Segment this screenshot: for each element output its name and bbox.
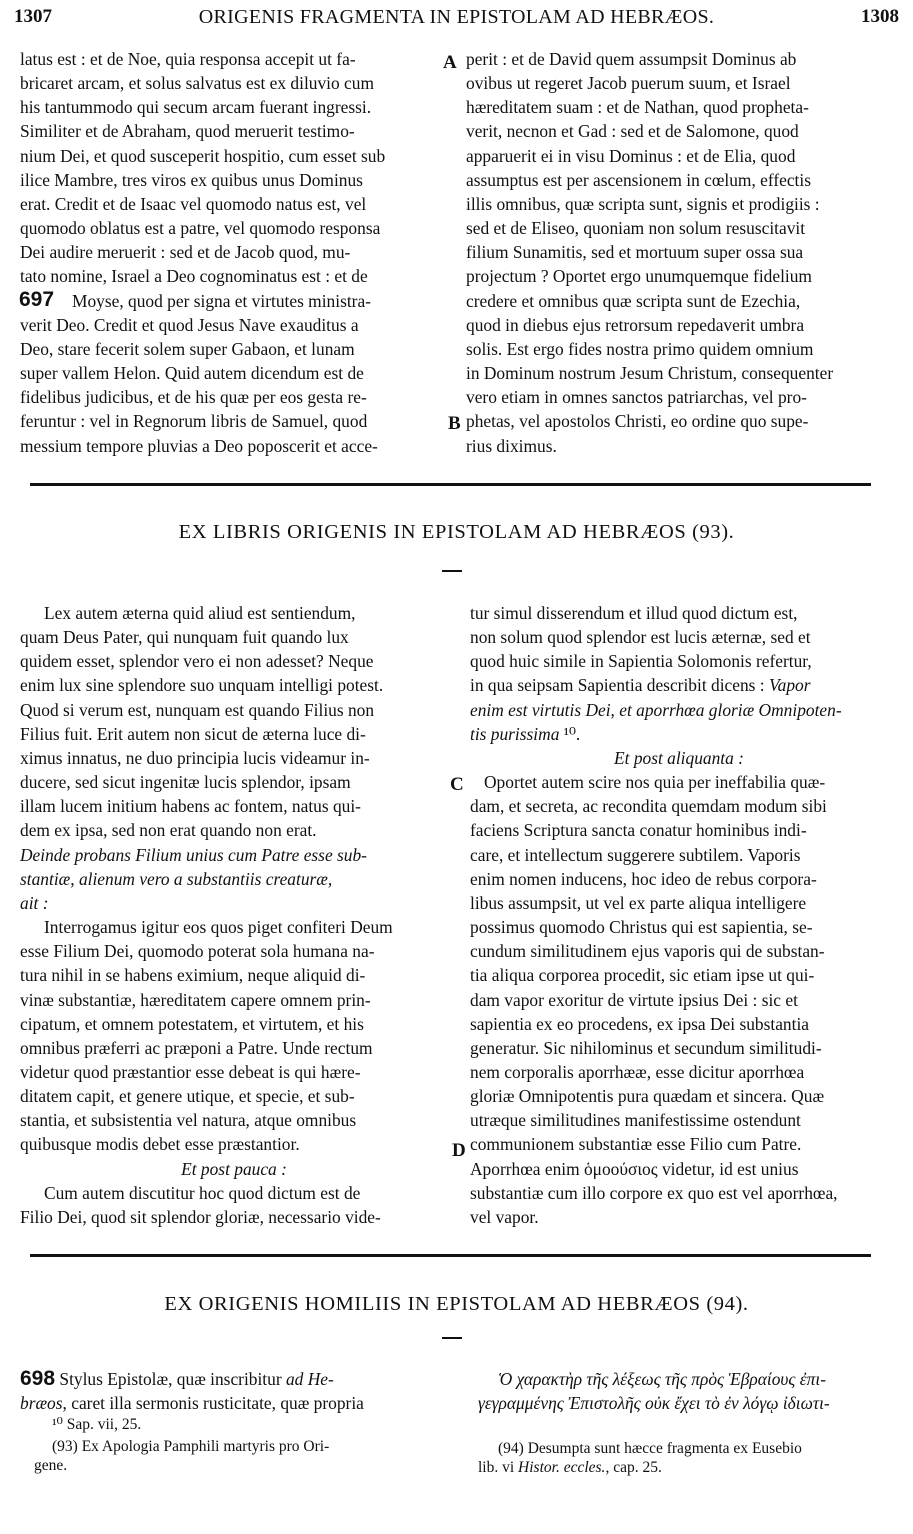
text-line: nem corporalis aporrhææ, esse dicitur aporrhœa — [470, 1061, 805, 1082]
text-line: esse Filium Dei, quomodo poterat sola humana na- — [20, 941, 375, 962]
part1-right-column — [466, 47, 884, 458]
text-line: Moyse, quod per signa et virtutes ministra- — [72, 290, 371, 311]
text-line: projectum ? Oportet ergo unumquemque fidelium — [466, 266, 812, 287]
text-line: hæreditatem suam : et de Nathan, quod propheta- — [466, 97, 809, 118]
section3-right-column — [478, 1367, 894, 1477]
text-line: faciens Scriptura sancta conatur hominibus indi- — [470, 820, 807, 841]
text-line: omnibus præferri ac præponi a Patre. Unde rectum — [20, 1037, 373, 1058]
heading-dash — [442, 570, 462, 572]
section-heading: EX ORIGENIS HOMILIIS IN EPISTOLAM AD HEBRÆOS (94). — [164, 1293, 749, 1315]
text-line: quod huic simile in Sapientia Solomonis refertur, — [470, 651, 812, 672]
text-line: dem ex ipsa, sed non erat quando non erat. — [20, 820, 317, 841]
text-line: assumptus est per ascensionem in cœlum, effectis — [466, 169, 811, 190]
text-line: care, et intellectum suggerere subtilem. Vaporis — [470, 844, 801, 865]
italic-line: ait : — [20, 892, 49, 913]
text-line: ovibus ut regeret Jacob puerum suum, et Israel — [466, 73, 791, 94]
footnote-ref: ¹⁰. — [559, 723, 581, 744]
footnote: ¹⁰ Sap. vii, 25. — [52, 1416, 142, 1434]
text-line: Dei audire meruerit : sed et de Jacob quod, mu- — [20, 242, 351, 263]
greek-line: Ὁ χαρακτὴρ τῆς λέξεως τῆς πρὸς Ἑβραίους ἐπι- — [498, 1369, 826, 1389]
text-line: non solum quod splendor est lucis æternæ, sed et — [470, 627, 811, 648]
text-line: tato nomine, Israel a Deo cognominatus est : et de — [20, 266, 368, 287]
margin-letter-c: C — [450, 774, 464, 795]
footnote — [478, 1458, 894, 1477]
running-head — [14, 6, 899, 36]
footnote: gene. — [34, 1457, 68, 1475]
text-line: tia aliqua corporea procedit, sic etiam ipse ut qui- — [470, 965, 815, 986]
text-line: super vallem Helon. Quid autem dicendum est de — [20, 363, 364, 384]
text-line: quibusque modis debet esse præstantior. — [20, 1134, 300, 1155]
text-fragment: Stylus Epistolæ, quæ inscribitur — [55, 1369, 282, 1389]
text-line: his tantummodo qui secum arcam fuerant ingressi. — [20, 97, 372, 118]
text-line: ximus innatus, ne duo principia lucis videamur in- — [20, 747, 370, 768]
text-line: ducere, sed sicut ingenitæ lucis splendor, ipsam — [20, 772, 351, 793]
text-fragment: , caret illa sermonis rusticitate, quæ propria — [62, 1393, 364, 1414]
italic-fragment: ad He- — [281, 1369, 334, 1389]
running-title: ORIGENIS FRAGMENTA IN EPISTOLAM AD HEBRÆOS. — [198, 6, 715, 28]
text-line: videtur quod præstantior esse debeat is qui hære- — [20, 1061, 361, 1082]
section3-left-column — [20, 1367, 450, 1475]
margin-column-number: 698 — [20, 1367, 56, 1390]
text-line: Deo, stare fecerit solem super Gabaon, et lunam — [20, 338, 355, 359]
section-heading: EX LIBRIS ORIGENIS IN EPISTOLAM AD HEBRÆOS (93). — [178, 521, 735, 543]
text-line: tura nihil in se habens eximium, neque aliquid di- — [20, 965, 366, 986]
quote-line: enim est virtutis Dei, et aporrhœa gloriæ Omnipoten- — [470, 699, 842, 720]
text-line: solis. Est ergo fides nostra primo quidem omnium — [466, 338, 814, 359]
footnote: (94) Desumpta sunt hæcce fragmenta ex Eusebio — [498, 1440, 802, 1458]
text-line: Lex autem æterna quid aliud est sentiendum, — [44, 603, 356, 623]
quote-fragment: Vapor — [768, 675, 811, 696]
text-line: illis omnibus, quæ scripta sunt, signis et prodigiis : — [466, 193, 820, 214]
text-line — [470, 722, 888, 746]
text-line: nium Dei, et quod susceperit hospitio, cum esset sub — [20, 145, 386, 166]
text-line: libus assumpsit, ut vel ex parte aliqua intelligere — [470, 892, 807, 913]
text-line — [20, 1391, 450, 1415]
text-line: sed et de Eliseo, quoniam non solum resuscitavit — [466, 218, 806, 239]
part1-left-column — [20, 47, 440, 458]
text-line: quam Deus Pater, qui nunquam fuit quando lux — [20, 627, 349, 648]
text-line: sapientia ex eo procedens, ex ipsa Dei substantia — [470, 1013, 810, 1034]
greek-line: γεγραμμένης Ἐπιστολῆς οὐκ ἔχει τὸ ἐν λόγῳ ἰδιωτι- — [478, 1393, 830, 1414]
centered-italic-line: Et post pauca : — [181, 1158, 287, 1179]
heading-dash — [442, 1337, 462, 1339]
margin-letter-a: A — [443, 52, 457, 73]
text-line: latus est : et de Noe, quia responsa accepit ut fa- — [20, 49, 356, 69]
text-line: vel vapor. — [470, 1206, 539, 1227]
text-line: credere et omnibus quæ scripta sunt de Ezechia, — [466, 290, 801, 311]
text-line: fidelibus judicibus, et de his quæ per eos gesta re- — [20, 387, 367, 408]
section2-right-column — [470, 601, 888, 1229]
margin-column-number: 697 — [19, 288, 55, 311]
text-line: Filius fuit. Erit autem non sicut de æterna luce di- — [20, 723, 366, 744]
quote-fragment: tis purissima — [470, 723, 560, 744]
centered-italic-line: Et post aliquanta : — [614, 747, 744, 768]
text-line: filium Sunamitis, sed et mortuum super ossa sua — [466, 242, 804, 263]
text-line: cipatum, et omnem potestatem, et virtutem, et his — [20, 1013, 364, 1034]
text-line: possimus quomodo Christus qui est sapientia, se- — [470, 917, 813, 938]
text-line: Oportet autem scire nos quia per ineffabilia quæ- — [484, 772, 826, 793]
footnote: (93) Ex Apologia Pamphili martyris pro Ori- — [52, 1438, 330, 1456]
text-line: utræque similitudines manifestissime ostendunt — [470, 1110, 801, 1131]
text-line: in Dominum nostrum Jesum Christum, consequenter — [466, 363, 834, 384]
italic-fragment: bræos — [20, 1393, 63, 1414]
text-line: dam, et secreta, ac recondita quemdam modum sibi — [470, 796, 827, 817]
text-fragment: in qua seipsam Sapientia describit dicens : — [470, 675, 765, 696]
text-line: gloriæ Omnipotentis pura quædam et sincera. Quæ — [470, 1086, 825, 1107]
text-fragment: , cap. 25. — [605, 1459, 662, 1477]
text-line: phetas, vel apostolos Christi, eo ordine quo supe- — [466, 411, 809, 432]
text-line: perit : et de David quem assumpsit Dominus ab — [466, 49, 797, 69]
italic-line: Deinde probans Filium unius cum Patre esse sub- — [20, 844, 367, 865]
text-line: Interrogamus igitur eos quos piget confiteri Deum — [44, 917, 393, 938]
text-line: ilice Mambre, tres viros ex quibus unus Dominus — [20, 169, 363, 190]
text-fragment: lib. vi — [478, 1459, 519, 1477]
margin-letter-d: D — [452, 1140, 466, 1161]
text-line — [20, 1367, 450, 1391]
text-line: quomodo oblatus est a patre, vel quomodo responsa — [20, 218, 381, 239]
text-line: stantia, et subsistentia vel natura, atque omnibus — [20, 1110, 357, 1131]
text-line: quidem esset, splendor vero ei non adesset? Neque — [20, 651, 374, 672]
section-rule — [30, 1254, 871, 1257]
text-line: enim lux sine splendore suo unquam intelligi potest. — [20, 675, 384, 696]
text-line: apparuerit ei in visu Dominus : et de Elia, quod — [466, 145, 796, 166]
text-line: illam lucem initium habens ac fontem, natus qui- — [20, 796, 361, 817]
page-number-right: 1308 — [861, 6, 899, 27]
text-line: feruntur : vel in Regnorum libris de Samuel, quod — [20, 411, 368, 432]
text-line: generatur. Sic nihilominus et secundum similitudi- — [470, 1037, 822, 1058]
text-line: dam vapor exoritur de virtute ipsius Dei : sic et — [470, 989, 798, 1010]
section2-left-column — [20, 601, 448, 1229]
text-line: Aporrhœa enim ὁμοούσιος videtur, id est unius — [470, 1158, 799, 1179]
text-line: communionem substantiæ esse Filio cum Patre. — [470, 1134, 802, 1155]
text-line: Quod si verum est, nunquam est quando Filius non — [20, 699, 375, 720]
text-line: quod in diebus ejus retrorsum repedaverit umbra — [466, 314, 805, 335]
text-line: erat. Credit et de Isaac vel quomodo natus est, vel — [20, 193, 367, 214]
text-line: cundum similitudinem ejus vaporis qui de substan- — [470, 941, 825, 962]
text-line: substantiæ cum illo corpore ex quo est vel aporrhœa, — [470, 1182, 838, 1203]
text-line: messium tempore pluvias a Deo poposcerit et acce- — [20, 435, 378, 456]
italic-fragment: Histor. eccles. — [518, 1459, 606, 1477]
text-line: verit, necnon et Gad : sed et de Salomone, quod — [466, 121, 799, 142]
section-rule — [30, 483, 871, 486]
text-line: vero etiam in omnes sanctos patriarchas, vel pro- — [466, 387, 807, 408]
text-line: vinæ substantiæ, hæreditatem capere omnem prin- — [20, 989, 371, 1010]
text-line: rius diximus. — [466, 435, 557, 456]
text-line — [470, 673, 888, 697]
text-line: Filio Dei, quod sit splendor gloriæ, necessario vide- — [20, 1206, 381, 1227]
page-number-left: 1307 — [14, 6, 52, 27]
text-line: ditatem capit, et genere utique, et specie, et sub- — [20, 1086, 355, 1107]
margin-letter-b: B — [448, 413, 461, 434]
text-line: verit Deo. Credit et quod Jesus Nave exauditus a — [20, 314, 359, 335]
text-line: Cum autem discutitur hoc quod dictum est de — [44, 1182, 361, 1203]
text-line: enim nomen inducens, hoc ideo de rebus corpora- — [470, 868, 817, 889]
text-line: bricaret arcam, et solus salvatus est ex diluvio cum — [20, 73, 374, 94]
text-line: tur simul disserendum et illud quod dictum est, — [470, 603, 798, 623]
text-line: Similiter et de Abraham, quod meruerit testimo- — [20, 121, 355, 142]
italic-line: stantiæ, alienum vero a substantiis creaturæ, — [20, 868, 333, 889]
